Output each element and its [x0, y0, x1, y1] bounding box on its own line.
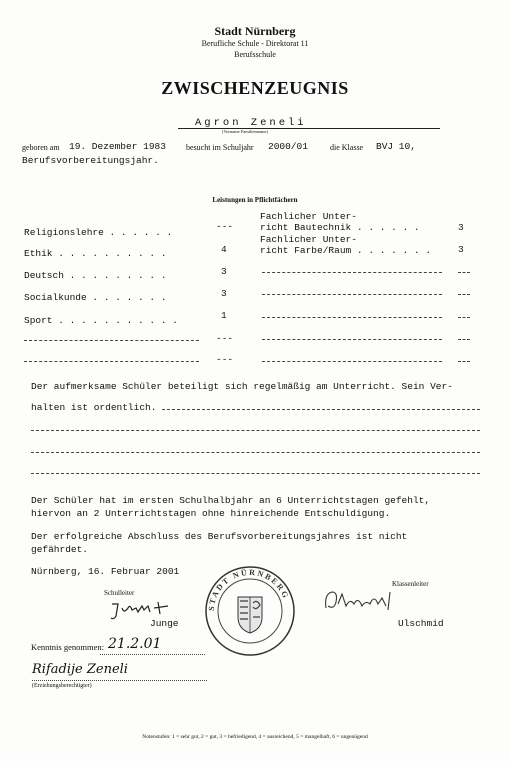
- born-label: geboren am: [22, 143, 60, 152]
- department-name: Berufsschule: [234, 50, 276, 59]
- school-year: 2000/01: [268, 141, 308, 152]
- empty-subject-line: [262, 272, 442, 273]
- empty-grade-line: [458, 294, 470, 295]
- subject-sport: Sport . . . . . . . . . . .: [24, 315, 178, 326]
- city-heading: Stadt Nürnberg: [214, 24, 296, 38]
- class-label: die Klasse: [330, 143, 364, 152]
- grade-socialkunde: 3: [221, 288, 227, 299]
- absence-line-1: Der Schüler hat im ersten Schulhalbjahr an 6 Unterrichtstagen gefehlt,: [31, 495, 431, 506]
- acknowledged-line: [100, 654, 205, 655]
- class-name: BVJ 10,: [376, 141, 416, 152]
- grading-scale: Notenstufen: 1 = sehr gut, 2 = gut, 3 = befriedigend, 4 = ausreichend, 5 = mangelhaft, 6 = ungenügend: [142, 734, 368, 740]
- student-name: Agron Zeneli: [195, 117, 307, 129]
- empty-subject-line: [262, 317, 442, 318]
- place-date: Nürnberg, 16. Februar 2001: [31, 566, 180, 577]
- empty-grade: ---: [216, 354, 234, 365]
- guardian-signature: Rifadije Zeneli: [32, 662, 128, 677]
- official-stamp: [204, 565, 296, 657]
- subject-deutsch: Deutsch . . . . . . . . .: [24, 270, 167, 281]
- name-caption: (Vorname Familienname): [222, 129, 269, 134]
- empty-subject-line: [262, 294, 442, 295]
- teacher-label: Klassenleiter: [392, 580, 429, 588]
- acknowledged-label: Kenntnis genommen:: [31, 642, 104, 652]
- absence-line-2: hiervon an 2 Unterrichtstagen ohne hinreichende Entschuldigung.: [31, 508, 391, 519]
- guardian-line: [32, 680, 207, 681]
- visited-label: besucht im Schuljahr: [186, 143, 254, 152]
- grade-ethik: 4: [221, 244, 227, 255]
- empty-grade-line: [458, 339, 470, 340]
- stamp-text: STADT NÜRNBERG: [206, 567, 291, 612]
- remarks-blank-line: [31, 452, 480, 453]
- grade-sport: 1: [221, 310, 227, 321]
- document-title: ZWISCHENZEUGNIS: [161, 78, 349, 98]
- completion-line-2: gefährdet.: [31, 544, 89, 555]
- empty-subject-line: [262, 361, 442, 362]
- grade-bautechnik: 3: [458, 222, 464, 233]
- remarks-blank-line: [31, 430, 480, 431]
- empty-grade-line: [458, 361, 470, 362]
- remarks-line-2: halten ist ordentlich.: [31, 402, 157, 413]
- subject-farbe-raum: Fachlicher Unter- richt Farbe/Raum . . . . . . .: [260, 234, 432, 256]
- program-name: Berufsvorbereitungsjahr.: [22, 155, 159, 166]
- subject-ethik: Ethik . . . . . . . . . .: [24, 248, 167, 259]
- principal-name: Junge: [150, 618, 179, 629]
- birth-date: 19. Dezember 1983: [69, 141, 166, 152]
- completion-line-1: Der erfolgreiche Abschluss des Berufsvorbereitungsjahres ist nicht: [31, 531, 408, 542]
- acknowledged-date: 21.2.01: [108, 636, 162, 652]
- empty-grade-line: [458, 317, 470, 318]
- subject-bautechnik: Fachlicher Unter- richt Bautechnik . . . . . .: [260, 211, 420, 233]
- remarks-line-1: Der aufmerksame Schüler beteiligt sich regelmäßig am Unterricht. Sein Ver-: [31, 381, 453, 392]
- empty-subject-line: [24, 340, 199, 341]
- institution-name: Berufliche Schule - Direktorat 11: [201, 39, 309, 48]
- teacher-name: Ulschmid: [398, 618, 444, 629]
- grade-religion: ---: [216, 221, 234, 232]
- remarks-blank-line: [162, 409, 480, 410]
- grade-farbe-raum: 3: [458, 244, 464, 255]
- grades-heading: Leistungen in Pflichtfächern: [212, 196, 298, 204]
- empty-grade-line: [458, 272, 470, 273]
- empty-subject-line: [262, 339, 442, 340]
- empty-grade: ---: [216, 333, 234, 344]
- remarks-blank-line: [31, 473, 480, 474]
- guardian-label: (Erziehungsberechtigter): [32, 683, 92, 689]
- name-underline: [178, 128, 440, 129]
- teacher-signature: [320, 588, 410, 614]
- principal-label: Schulleiter: [104, 589, 135, 597]
- subject-religion: Religionslehre . . . . . .: [24, 227, 173, 238]
- grade-deutsch: 3: [221, 266, 227, 277]
- empty-subject-line: [24, 361, 199, 362]
- subject-socialkunde: Socialkunde . . . . . . .: [24, 292, 167, 303]
